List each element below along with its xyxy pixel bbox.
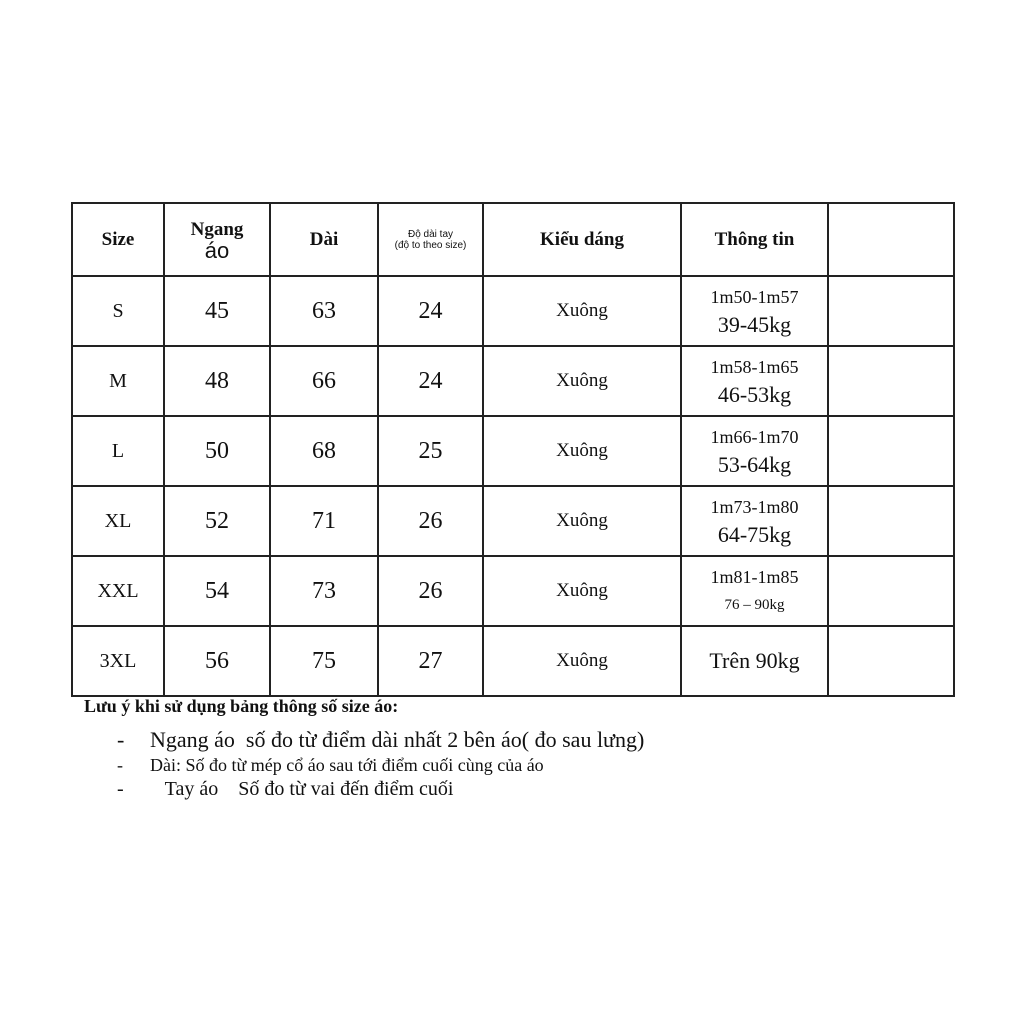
- cell-dai: 71: [270, 486, 378, 556]
- table-row: [72, 416, 954, 486]
- cell-dai: 66: [270, 346, 378, 416]
- header-do-dai-tay: [378, 203, 483, 276]
- table-row: [72, 626, 954, 696]
- header-ao: áo: [204, 237, 230, 263]
- cell-ngang: 54: [164, 556, 270, 626]
- header-thong-tin: Thông tin: [681, 203, 828, 276]
- notes-section: [84, 696, 644, 801]
- cell-ngang: 56: [164, 626, 270, 696]
- header-ngang-ao: [164, 203, 270, 276]
- cell-ngang: 52: [164, 486, 270, 556]
- header-tay-line2: (độ to theo size): [394, 239, 467, 251]
- dash: -: [117, 727, 125, 752]
- cell-empty: [828, 346, 954, 416]
- cell-size: L: [72, 416, 164, 486]
- cell-ngang: 48: [164, 346, 270, 416]
- table-row: [72, 346, 954, 416]
- cell-dai: 75: [270, 626, 378, 696]
- note-item: [117, 755, 644, 776]
- cell-size: S: [72, 276, 164, 346]
- cell-ngang: 45: [164, 276, 270, 346]
- cell-tay: 24: [378, 276, 483, 346]
- header-dai: Dài: [270, 203, 378, 276]
- cell-thong-tin: [681, 486, 828, 556]
- cell-tay: 24: [378, 346, 483, 416]
- cell-tay: 26: [378, 556, 483, 626]
- cell-size: XL: [72, 486, 164, 556]
- header-empty: [828, 203, 954, 276]
- cell-kieu-dang: Xuông: [483, 276, 681, 346]
- header-ngang: Ngang: [190, 218, 244, 240]
- cell-size: M: [72, 346, 164, 416]
- cell-kieu-dang: Xuông: [483, 556, 681, 626]
- size-chart-table: [71, 202, 955, 697]
- table-row: [72, 276, 954, 346]
- table-row: [72, 486, 954, 556]
- cell-kieu-dang: Xuông: [483, 626, 681, 696]
- info-height: Trên 90kg: [709, 648, 800, 673]
- info-weight: 53-64kg: [717, 452, 792, 477]
- cell-empty: [828, 626, 954, 696]
- cell-dai: 63: [270, 276, 378, 346]
- header-size: Size: [72, 203, 164, 276]
- cell-empty: [828, 416, 954, 486]
- cell-tay: 27: [378, 626, 483, 696]
- info-height: 1m73-1m80: [710, 497, 799, 517]
- cell-empty: [828, 276, 954, 346]
- cell-empty: [828, 486, 954, 556]
- info-height: 1m50-1m57: [710, 287, 799, 307]
- note-text: Dài: Số đo từ mép cổ áo sau tới điểm cuối cùng của áo: [150, 755, 544, 775]
- cell-empty: [828, 556, 954, 626]
- cell-thong-tin: [681, 346, 828, 416]
- note-text: Tay áo Số đo từ vai đến điểm cuối: [150, 778, 454, 800]
- cell-size: 3XL: [72, 626, 164, 696]
- header-kieu-dang: Kiểu dáng: [483, 203, 681, 276]
- cell-thong-tin: [681, 626, 828, 696]
- info-weight: 39-45kg: [717, 312, 792, 337]
- cell-thong-tin: [681, 416, 828, 486]
- cell-dai: 68: [270, 416, 378, 486]
- table-row: [72, 556, 954, 626]
- info-height: 1m81-1m85: [710, 567, 799, 587]
- dash: -: [117, 755, 123, 775]
- info-weight: 76 – 90kg: [724, 597, 785, 613]
- cell-tay: 26: [378, 486, 483, 556]
- dash: -: [117, 778, 124, 800]
- info-weight: 64-75kg: [717, 522, 792, 547]
- cell-dai: 73: [270, 556, 378, 626]
- info-weight: 46-53kg: [717, 382, 792, 407]
- cell-size: XXL: [72, 556, 164, 626]
- notes-title: Lưu ý khi sử dụng bảng thông số size áo:: [84, 696, 399, 716]
- info-height: 1m66-1m70: [710, 427, 799, 447]
- cell-ngang: 50: [164, 416, 270, 486]
- cell-thong-tin: [681, 276, 828, 346]
- cell-thong-tin: [681, 556, 828, 626]
- cell-kieu-dang: Xuông: [483, 416, 681, 486]
- header-tay-line1: Độ dài tay: [407, 228, 454, 240]
- note-item: [117, 778, 644, 801]
- cell-kieu-dang: Xuông: [483, 346, 681, 416]
- cell-tay: 25: [378, 416, 483, 486]
- note-text: Ngang áo số đo từ điểm dài nhất 2 bên áo( đo sau lưng): [150, 727, 645, 752]
- note-item: [117, 727, 644, 753]
- cell-kieu-dang: Xuông: [483, 486, 681, 556]
- header-row: [72, 203, 954, 276]
- info-height: 1m58-1m65: [710, 357, 799, 377]
